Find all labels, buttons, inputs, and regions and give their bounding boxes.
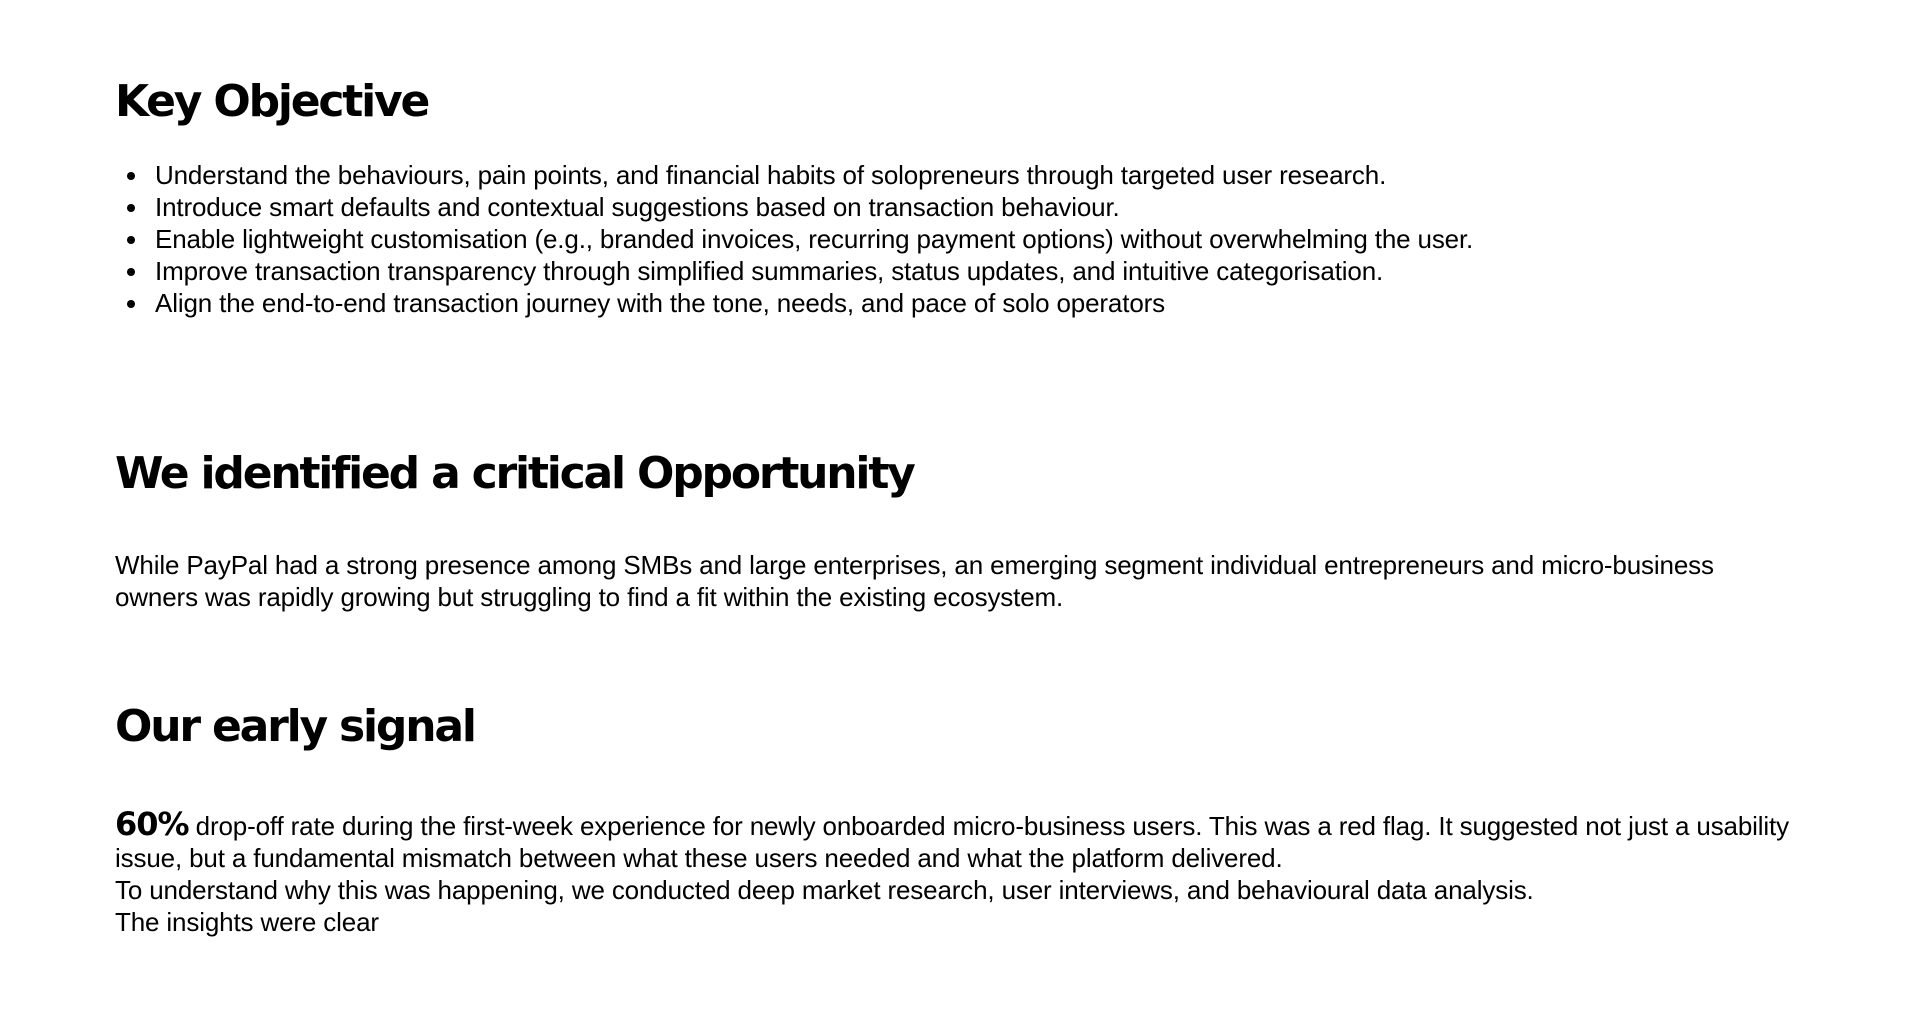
insights-line: The insights were clear — [115, 907, 379, 937]
key-objective-heading: Key Objective — [115, 76, 429, 127]
objective-text: Improve transaction transparency through simplified summaries, status updates, and intuitive categorisation. — [155, 256, 1384, 286]
research-line: To understand why this was happening, we conducted deep market research, user interviews, and behavioural data analysis. — [115, 875, 1534, 905]
opportunity-heading: We identified a critical Opportunity — [115, 448, 914, 499]
list-item — [155, 255, 1635, 287]
list-item — [155, 191, 1635, 223]
early-signal-heading: Our early signal — [115, 701, 475, 752]
stat-value: 60% — [115, 805, 189, 843]
bullet-icon — [127, 236, 135, 244]
bullet-icon — [127, 268, 135, 276]
objective-text: Enable lightweight customisation (e.g., branded invoices, recurring payment options) without overwhelming the user. — [155, 224, 1474, 254]
bullet-icon — [127, 300, 135, 308]
signal-stat-line — [115, 805, 1815, 874]
stat-description: drop-off rate during the first-week experience for newly onboarded micro-business users. This was a red flag. It suggested not just a usability issue, but a fundamental mismatch between what these users needed and what the platform delivered. — [115, 811, 1789, 873]
list-item — [155, 287, 1635, 319]
early-signal-text — [115, 805, 1815, 938]
bullet-icon — [127, 204, 135, 212]
objective-text: Align the end-to-end transaction journey with the tone, needs, and pace of solo operators — [155, 288, 1165, 318]
objective-text: Introduce smart defaults and contextual suggestions based on transaction behaviour. — [155, 192, 1120, 222]
objective-text: Understand the behaviours, pain points, and financial habits of solopreneurs through targeted user research. — [155, 160, 1387, 190]
bullet-icon — [127, 172, 135, 180]
list-item — [155, 159, 1635, 191]
objectives-list — [115, 159, 1635, 319]
list-item — [155, 223, 1595, 255]
opportunity-paragraph: While PayPal had a strong presence among SMBs and large enterprises, an emerging segment individual entrepreneurs and micro-business owners was rapidly growing but struggling to find a fit within the existing ecosystem. — [115, 550, 1714, 612]
